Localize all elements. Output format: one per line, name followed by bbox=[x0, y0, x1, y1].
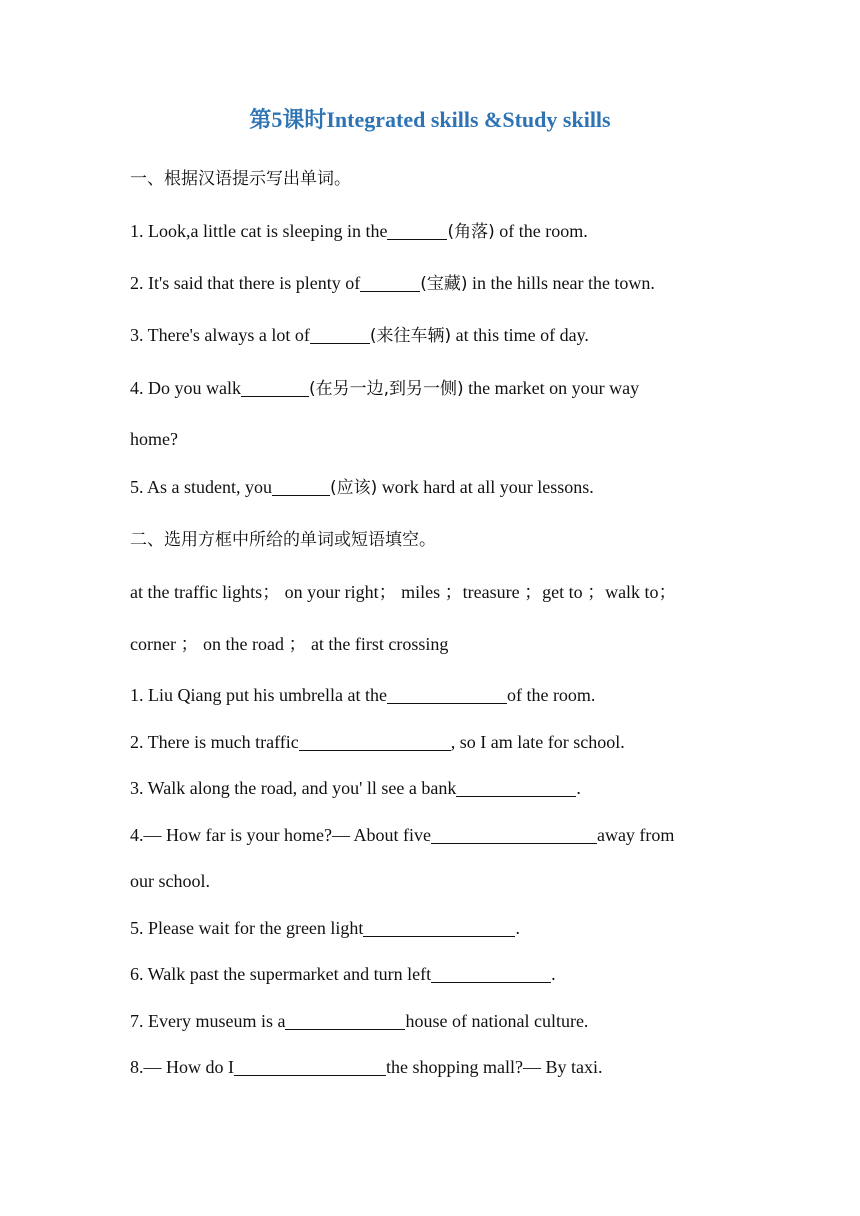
item-text-after: away from bbox=[596, 825, 675, 845]
section1-heading: 一、根据汉语提示写出单词。 bbox=[130, 169, 351, 189]
section1-item-1 bbox=[130, 218, 750, 245]
word-bank-line-2: corner ； on the road ； at the first crossing bbox=[130, 634, 449, 654]
item-hint: (在另一边,到另一侧) bbox=[309, 379, 464, 399]
section1-item-4-continued: home? bbox=[130, 429, 178, 449]
item-text-before: 1. Look,a little cat is sleeping in the bbox=[130, 221, 388, 241]
section2-item-4-continued: our school. bbox=[130, 871, 210, 891]
answer-blank[interactable] bbox=[363, 918, 515, 937]
item-text-before: 6. Walk past the supermarket and turn left bbox=[130, 964, 432, 984]
section2-item-3 bbox=[130, 775, 750, 801]
item-text-after: of the room. bbox=[506, 685, 596, 705]
section2-heading: 二、选用方框中所给的单词或短语填空。 bbox=[130, 530, 436, 550]
item-text-after: the shopping mall?— By taxi. bbox=[386, 1057, 603, 1077]
answer-blank[interactable] bbox=[360, 273, 420, 292]
section2-item-2 bbox=[130, 729, 750, 755]
item-text-after: in the hills near the town. bbox=[467, 273, 655, 293]
item-text-before: 8.— How do I bbox=[130, 1057, 234, 1077]
item-text-before: 7. Every museum is a bbox=[130, 1011, 286, 1031]
item-text-after: . bbox=[551, 964, 556, 984]
item-text-after: , so I am late for school. bbox=[450, 732, 625, 752]
item-text-before: 4.— How far is your home?— About five bbox=[130, 825, 431, 845]
section2-item-8 bbox=[130, 1054, 750, 1080]
item-text-after: of the room. bbox=[494, 221, 588, 241]
word-bank-line-1: at the traffic lights； on your right； miles ；treasure ；get to ；walk to； bbox=[130, 582, 677, 602]
item-text-before: 3. Walk along the road, and you' ll see a bank bbox=[130, 778, 457, 798]
section1-item-3 bbox=[130, 322, 750, 349]
item-text-before: 1. Liu Qiang put his umbrella at the bbox=[130, 685, 387, 705]
section1-item-2 bbox=[130, 270, 750, 297]
item-text-before: 5. As a student, you bbox=[130, 477, 272, 497]
page-title: 第5课时Integrated skills &Study skills bbox=[249, 107, 611, 132]
answer-blank[interactable] bbox=[431, 825, 597, 844]
section2-item-6 bbox=[130, 961, 750, 987]
section2-item-4 bbox=[130, 822, 750, 848]
section1-item-4 bbox=[130, 375, 750, 402]
answer-blank[interactable] bbox=[234, 1057, 386, 1076]
item-text-before: 3. There's always a lot of bbox=[130, 325, 310, 345]
item-hint: (角落) bbox=[447, 222, 495, 242]
item-text-after: work hard at all your lessons. bbox=[377, 477, 594, 497]
item-text-after: at this time of day. bbox=[451, 325, 589, 345]
item-hint: (应该) bbox=[330, 478, 378, 498]
item-hint: (来往车辆) bbox=[369, 326, 452, 346]
answer-blank[interactable] bbox=[431, 964, 551, 983]
item-text-after: house of national culture. bbox=[405, 1011, 589, 1031]
section1-item-5 bbox=[130, 474, 750, 501]
item-text-before: 5. Please wait for the green light bbox=[130, 918, 364, 938]
item-hint: (宝藏) bbox=[420, 274, 468, 294]
answer-blank[interactable] bbox=[272, 477, 330, 496]
answer-blank[interactable] bbox=[299, 732, 451, 751]
answer-blank[interactable] bbox=[387, 685, 507, 704]
section2-item-1 bbox=[130, 682, 750, 708]
answer-blank[interactable] bbox=[387, 221, 447, 240]
section2-item-7 bbox=[130, 1008, 750, 1034]
answer-blank[interactable] bbox=[241, 378, 309, 397]
section2-item-5 bbox=[130, 915, 750, 941]
item-text-after: . bbox=[576, 778, 581, 798]
item-text-after: . bbox=[515, 918, 520, 938]
answer-blank[interactable] bbox=[456, 778, 576, 797]
item-text-before: 2. It's said that there is plenty of bbox=[130, 273, 361, 293]
item-text-after: the market on your way bbox=[463, 378, 640, 398]
item-text-before: 2. There is much traffic bbox=[130, 732, 299, 752]
item-text-before: 4. Do you walk bbox=[130, 378, 241, 398]
answer-blank[interactable] bbox=[310, 325, 370, 344]
answer-blank[interactable] bbox=[285, 1011, 405, 1030]
